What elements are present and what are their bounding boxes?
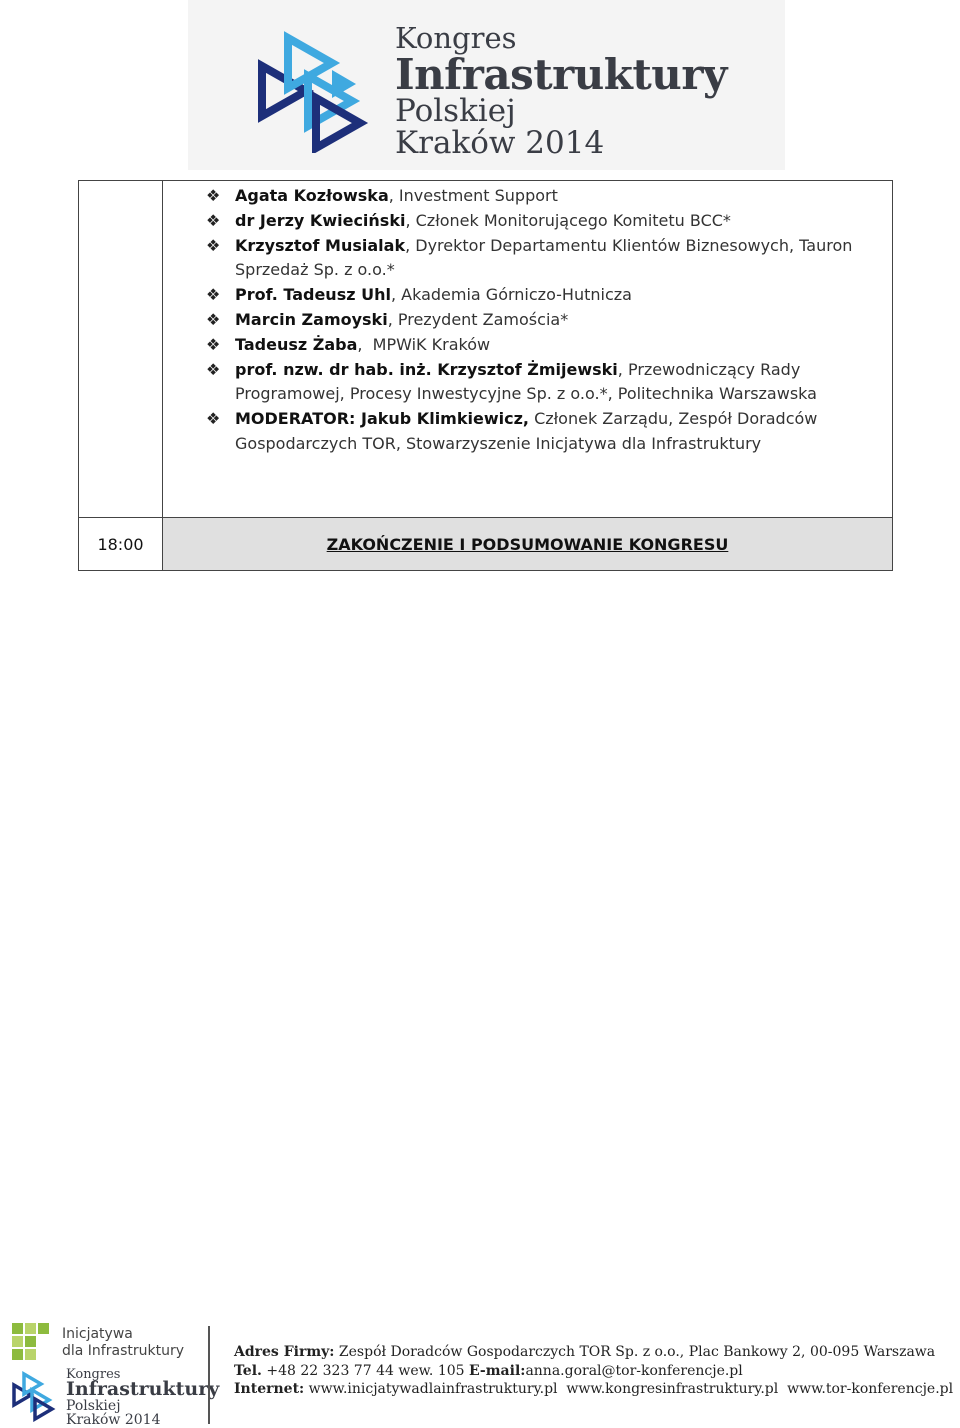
footer-divider bbox=[208, 1326, 210, 1424]
column-divider bbox=[162, 181, 163, 570]
session-title: ZAKOŃCZENIE I PODSUMOWANIE KONGRESU bbox=[326, 535, 729, 554]
inicjatywa-line-1: Inicjatywa bbox=[62, 1326, 133, 1342]
session-time: 18:00 bbox=[97, 535, 144, 554]
speaker-name: Agata Kozłowska bbox=[235, 186, 389, 205]
diamond-bullet-icon: ❖ bbox=[206, 309, 221, 329]
diamond-bullet-icon: ❖ bbox=[206, 210, 221, 230]
separator: , bbox=[357, 334, 373, 354]
diamond-bullet-icon: ❖ bbox=[206, 285, 221, 305]
address-line bbox=[234, 1343, 953, 1362]
separator: , bbox=[405, 210, 416, 230]
list-item bbox=[206, 358, 886, 408]
internet-line bbox=[234, 1380, 953, 1399]
inicjatywa-logo-icon bbox=[12, 1323, 52, 1361]
email-label: E-mail: bbox=[469, 1362, 526, 1379]
list-item bbox=[206, 209, 886, 234]
speaker-role: Przewodniczący Rady Programowej, Procesy Inwestycyjne Sp. z o.o.*, Politechnika Warszawska bbox=[235, 359, 817, 404]
speaker-role: Członek Zarządu, Zespół Doradców Gospodarczych TOR, Stowarzyszenie Inicjatywa dla Infrastruktury bbox=[235, 409, 818, 453]
footer bbox=[0, 1318, 960, 1428]
address-value: Zespół Doradców Gospodarczych TOR Sp. z o.o., Plac Bankowy 2, 00-095 Warszawa bbox=[334, 1344, 936, 1360]
footer-logo-kongres: Kongres bbox=[66, 1367, 121, 1382]
footer-logo-polskiej: Polskiej bbox=[66, 1398, 121, 1414]
inicjatywa-line-2: dla Infrastruktury bbox=[62, 1343, 184, 1359]
separator: , bbox=[387, 309, 398, 329]
speaker-role: Akademia Górniczo-Hutnicza bbox=[401, 285, 632, 305]
logo-text-polskiej: Polskiej bbox=[395, 93, 516, 129]
list-item bbox=[206, 234, 886, 284]
diamond-bullet-icon: ❖ bbox=[206, 235, 221, 255]
tel-label: Tel. bbox=[234, 1362, 262, 1379]
phone-line bbox=[234, 1362, 953, 1381]
separator: , bbox=[405, 235, 416, 255]
inicjatywa-logo-text bbox=[62, 1326, 184, 1360]
logo-text-kongres: Kongres bbox=[395, 21, 517, 55]
list-item bbox=[206, 407, 886, 457]
list-item bbox=[206, 184, 886, 209]
logo-text-krakow-2014: Kraków 2014 bbox=[395, 125, 605, 161]
list-item bbox=[206, 333, 886, 358]
diamond-bullet-icon: ❖ bbox=[206, 409, 221, 429]
speaker-name: Tadeusz Żaba bbox=[235, 334, 358, 354]
separator: , bbox=[388, 186, 399, 205]
triangles-logo-icon bbox=[258, 28, 388, 153]
speaker-name: Prof. Tadeusz Uhl bbox=[235, 285, 391, 305]
agenda-table bbox=[78, 180, 893, 571]
footer-logo-infrastruktury: Infrastruktury bbox=[66, 1378, 220, 1400]
tel-value: +48 22 323 77 44 wew. 105 bbox=[261, 1362, 469, 1379]
speaker-name: dr Jerzy Kwieciński bbox=[235, 210, 406, 230]
speaker-role: Investment Support bbox=[398, 186, 558, 205]
diamond-bullet-icon: ❖ bbox=[206, 186, 221, 205]
email-link[interactable]: anna.goral@tor-konferencje.pl bbox=[525, 1362, 743, 1379]
internet-label: Internet: bbox=[234, 1381, 305, 1397]
speaker-list bbox=[206, 184, 886, 457]
list-item bbox=[206, 283, 886, 308]
footer-logo-krakow: Kraków 2014 bbox=[66, 1412, 161, 1428]
speaker-role: MPWiK Kraków bbox=[372, 334, 491, 354]
speaker-role: Członek Monitorującego Komitetu BCC* bbox=[415, 210, 731, 230]
speaker-name: MODERATOR: Jakub Klimkiewicz, bbox=[235, 409, 529, 429]
separator: , bbox=[390, 285, 402, 305]
website-links[interactable]: www.inicjatywadlainfrastruktury.pl www.kongresinfrastruktury.pl www.tor-konferencje.pl bbox=[304, 1381, 954, 1397]
speaker-name: Marcin Zamoyski bbox=[235, 309, 388, 329]
diamond-bullet-icon: ❖ bbox=[206, 359, 221, 379]
diamond-bullet-icon: ❖ bbox=[206, 334, 221, 354]
list-item bbox=[206, 308, 886, 333]
logo-text-infrastruktury: Infrastruktury bbox=[395, 50, 727, 99]
speaker-name: prof. nzw. dr hab. inż. Krzysztof Żmijewski bbox=[235, 359, 618, 379]
address-label: Adres Firmy: bbox=[234, 1344, 335, 1360]
contact-info bbox=[234, 1343, 953, 1399]
speaker-role: Prezydent Zamościa* bbox=[397, 309, 569, 329]
kongres-logo bbox=[188, 0, 785, 170]
speaker-name: Krzysztof Musialak bbox=[235, 235, 406, 255]
kongres-small-logo-icon bbox=[12, 1370, 62, 1422]
separator: , bbox=[617, 359, 628, 379]
speaker-role: Dyrektor Departamentu Klientów Biznesowych, Tauron Sprzedaż Sp. z o.o.* bbox=[235, 235, 853, 280]
